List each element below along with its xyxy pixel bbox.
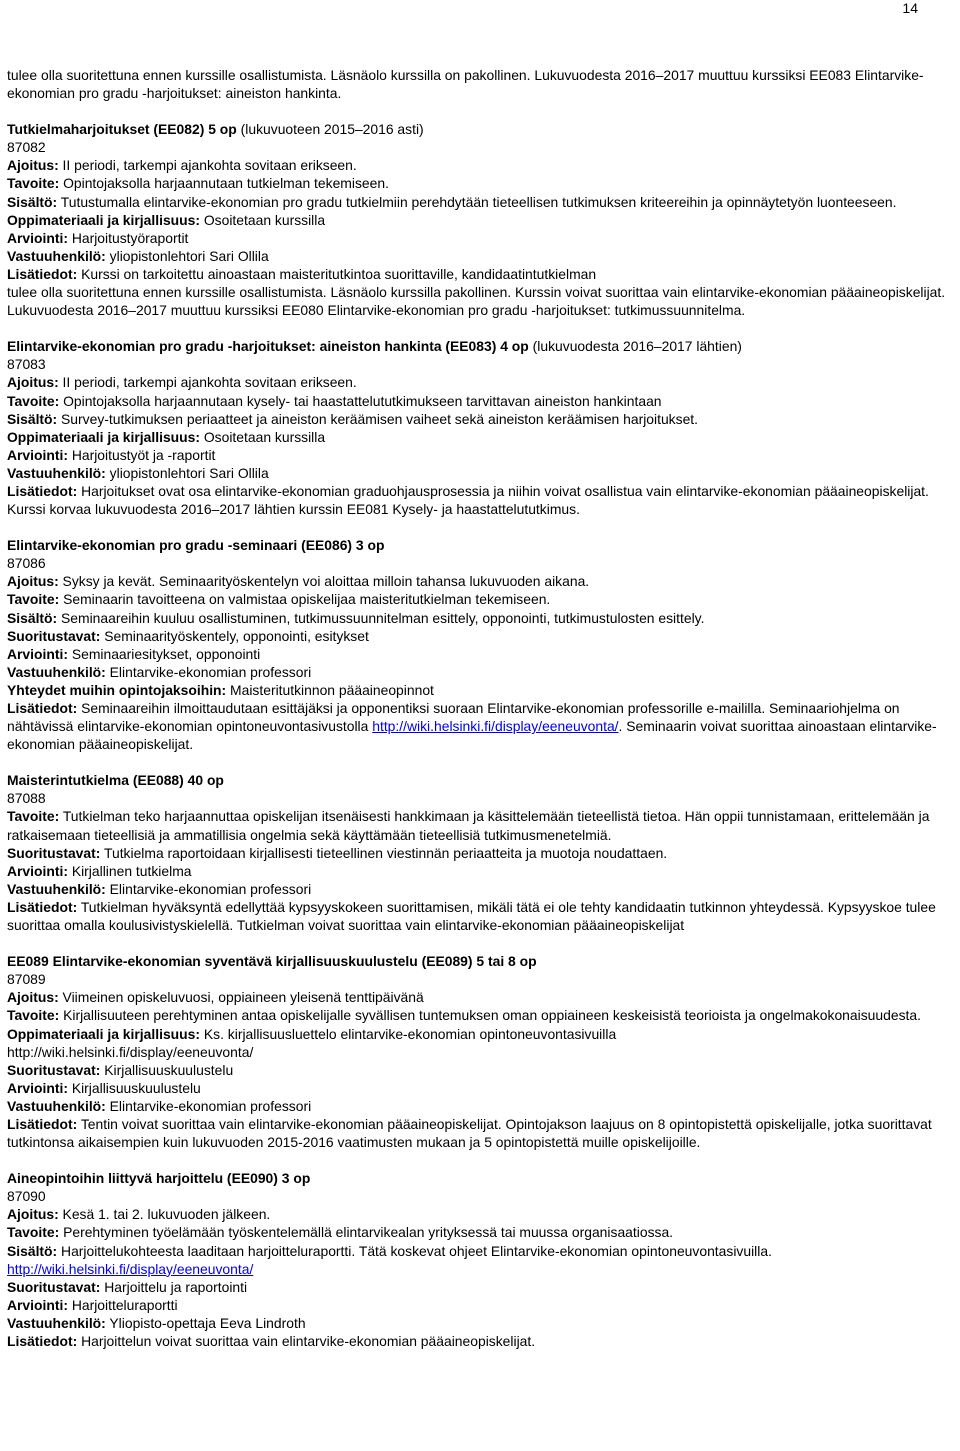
course-title [7,337,959,355]
oppimateriaali-label: Oppimateriaali ja kirjallisuus: [7,1025,200,1042]
arviointi-label: Arviointi: [7,446,68,463]
tavoite-value: Tutkielman teko harjaannuttaa opiskelijan itsenäisesti hankkimaan ja käsittelemään tieteellistä tietoa. Hän oppii tunnistamaan, erittelemään ja ratkaisemaan tieteellisiä ja ammatillisia ongelmia sekä käyttämään tieteellisiä tutkimusmenetelmiä. [7,808,930,843]
lisatiedot-row [7,1332,959,1350]
document-body [7,66,959,1350]
sisalto-value: Survey-tutkimuksen periaatteet ja aineiston keräämisen vaiheet sekä aineiston keräämisen harjoitukset. [57,410,699,427]
intro-text-1: tulee olla suoritettuna ennen kurssille osallistumista. Läsnäolo kurssilla on pakollinen. Lukuvuodesta 2016 [7,67,656,83]
sisalto-label: Sisältö: [7,609,58,626]
vastuuhenkilo-label: Vastuuhenkilö: [7,1314,106,1331]
arviointi-label: Arviointi: [7,1296,68,1313]
sisalto-label: Sisältö: [7,1242,58,1259]
vastuuhenkilo-label: Vastuuhenkilö: [7,1097,106,1114]
course-title [7,1169,959,1187]
arviointi-label: Arviointi: [7,1079,68,1096]
oppimateriaali-row [7,428,959,446]
sisalto-row [7,193,959,211]
course-title-bold: Maisterintutkielma (EE088) 40 op [7,772,224,789]
page-number: 14 [902,0,918,16]
vastuuhenkilo-row [7,1097,959,1115]
lisatiedot-label: Lisätiedot: [7,1333,78,1349]
course-title-suffix: (lukuvuodesta 2016–2017 lähtien) [528,338,742,355]
ajoitus-label: Ajoitus: [7,374,59,391]
course-ee088 [7,771,959,934]
suoritustavat-row [7,844,959,862]
course-code: 87088 [7,790,46,807]
course-ee086 [7,536,959,753]
arviointi-row [7,862,959,880]
tavoite-row [7,174,959,192]
ajoitus-value: II periodi, tarkempi ajankohta sovitaan erikseen. [58,374,357,391]
sisalto-value: Tutustumalla elintarvike-ekonomian pro gradu tutkielmiin perehdytään tieteellisen tutkimuksen kriteereihin ja opinnäytetyön luonteeseen. [57,193,897,210]
sisalto-value: Harjoittelukohteesta laaditaan harjoitteluraportti. Tätä koskevat ohjeet Elintarvike-ekonomian opintoneuvontasivuilla. [57,1242,772,1259]
ajoitus-row [7,988,959,1006]
tavoite-label: Tavoite: [7,392,60,409]
ajoitus-row [7,373,959,391]
ajoitus-value: Syksy ja kevät. Seminaarityöskentelyn voi aloittaa milloin tahansa lukuvuoden aikana. [58,573,590,590]
oppimateriaali-value: Osoitetaan kurssilla [200,211,326,228]
ajoitus-value: Kesä 1. tai 2. lukuvuoden jälkeen. [58,1206,271,1223]
oppimateriaali-value: Osoitetaan kurssilla [200,428,326,445]
sisalto-label: Sisältö: [7,410,58,427]
oppimateriaali-url: http://wiki.helsinki.fi/display/eeneuvonta/ [7,1043,254,1060]
yhteydet-row [7,681,959,699]
ajoitus-row [7,572,959,590]
arviointi-value: Harjoitteluraportti [67,1296,178,1313]
tavoite-row [7,807,959,843]
course-title-bold: Elintarvike-ekonomian pro gradu -seminaari (EE086) 3 op [7,537,385,554]
tavoite-value: Perehtyminen työelämään työskentelemällä elintarvikealan yrityksessä tai muussa organisaatiossa. [59,1224,674,1241]
lisatiedot-label: Lisätiedot: [7,700,78,716]
arviointi-label: Arviointi: [7,645,68,662]
sisalto-value: Seminaareihin kuuluu osallistuminen, tutkimussuunnitelman esittely, opponointi, tutkimustulosten esittely. [57,609,705,626]
ajoitus-label: Ajoitus: [7,989,59,1006]
suoritustavat-value: Harjoittelu ja raportointi [100,1278,248,1295]
eeneuvonta-link[interactable]: http://wiki.helsinki.fi/display/eeneuvonta/ [7,1260,254,1277]
lisatiedot-value: Harjoitukset ovat osa elintarvike-ekonomian graduohjausprosessia ja niihin voivat osallistua vain elintarvike-ekonomian pääaineopiskelijat. Kurssi korvaa lukuvuodesta 2016–2017 lähtien kurssin EE081 Kysely- ja haastattelututkimus. [7,482,929,518]
intro-dash: – [655,67,664,83]
suoritustavat-label: Suoritustavat: [7,627,101,644]
course-title [7,771,959,789]
course-code: 87082 [7,139,46,156]
suoritustavat-label: Suoritustavat: [7,1061,101,1078]
ajoitus-label: Ajoitus: [7,1206,59,1223]
course-title-bold: Tutkielmaharjoitukset (EE082) 5 op [7,121,237,138]
vastuuhenkilo-value: Yliopisto-opettaja Eeva Lindroth [105,1314,306,1331]
course-title-bold: Aineopintoihin liittyvä harjoittelu (EE090) 3 op [7,1170,311,1187]
sisalto-label: Sisältö: [7,193,58,210]
sisalto-row [7,410,959,428]
course-title [7,120,959,138]
lisatiedot-row [7,1115,959,1151]
oppimateriaali-label: Oppimateriaali ja kirjallisuus: [7,211,200,228]
lisatiedot-row [7,699,959,753]
lisatiedot-row [7,898,959,934]
suoritustavat-value: Seminaarityöskentely, opponointi, esitykset [100,627,369,644]
course-code: 87090 [7,1188,46,1205]
lisatiedot-label: Lisätiedot: [7,482,78,499]
yhteydet-label: Yhteydet muihin opintojaksoihin: [7,681,227,698]
suoritustavat-label: Suoritustavat: [7,1278,101,1295]
lisatiedot-value: Tentin voivat suorittaa vain elintarvike-ekonomian pääaineopiskelijat. Opintojakson laajuus on 8 opintopistettä opiskelijalle, jotka suorittavat tutkintonsa aikaisempien kuin lukuvuoden 2015-2016 vaatimusten mukaan ja 5 opintopistettä muille opiskelijoille. [7,1115,932,1151]
course-ee090 [7,1169,959,1350]
arviointi-value: Harjoitustyöraportit [67,229,189,246]
oppimateriaali-value: Ks. kirjallisuusluettelo elintarvike-ekonomian opintoneuvontasivuilla [200,1025,617,1042]
tavoite-row [7,590,959,608]
arviointi-label: Arviointi: [7,229,68,246]
tavoite-row [7,1006,959,1024]
lisatiedot-value-end: . Seminaarin voivat suorittaa ainoastaan elintarvike-ekonomian pääaineopiskelijat. [7,718,937,753]
tavoite-row [7,392,959,410]
course-ee089 [7,952,959,1151]
lisatiedot-value: Harjoittelun voivat suorittaa vain elintarvike-ekonomian pääaineopiskelijat. [77,1333,536,1349]
lisatiedot-value: Kurssi on tarkoitettu ainoastaan maisteritutkintoa suorittaville, kandidaatintutkielman [77,265,597,282]
tavoite-row [7,1223,959,1241]
lisatiedot-row [7,265,959,283]
course-code: 87083 [7,356,46,373]
suoritustavat-label: Suoritustavat: [7,844,101,861]
suoritustavat-row [7,1061,959,1079]
vastuuhenkilo-row [7,1314,959,1332]
vastuuhenkilo-value: Elintarvike-ekonomian professori [105,1097,312,1114]
course-code: 87086 [7,555,46,572]
oppimateriaali-row [7,211,959,229]
arviointi-label: Arviointi: [7,862,68,879]
tavoite-label: Tavoite: [7,591,60,608]
suoritustavat-value: Kirjallisuuskuulustelu [100,1061,234,1078]
lisatiedot-continued: tulee olla suoritettuna ennen kurssille osallistumista. Läsnäolo kurssilla pakollinen. Kurssin voivat suorittaa vain elintarvike-ekonomian pääaineopiskelijat. Lukuvuodesta 2016–2017 muuttuu kurssiksi EE080 Elintarvike-ekonomian pro gradu -harjoitukset: tutkimussuunnitelma. [7,284,946,319]
arviointi-value: Kirjallinen tutkielma [67,862,192,879]
lisatiedot-label: Lisätiedot: [7,265,78,282]
vastuuhenkilo-row [7,663,959,681]
lisatiedot-value: Seminaareihin ilmoittaudutaan esittäjäksi ja opponentiksi suoraan Elintarvike-ekonomian professorille e-maililla. Seminaariohjelma on nähtävissä elintarvike-ekonomian opintoneuvontasivustolla [7,700,900,735]
vastuuhenkilo-value: Elintarvike-ekonomian professori [105,663,312,680]
course-ee082 [7,120,959,319]
yhteydet-value: Maisteritutkinnon pääaineopinnot [226,681,434,698]
eeneuvonta-link[interactable]: http://wiki.helsinki.fi/display/eeneuvonta/ [372,718,619,735]
vastuuhenkilo-label: Vastuuhenkilö: [7,247,106,264]
ajoitus-label: Ajoitus: [7,573,59,590]
tavoite-label: Tavoite: [7,808,60,825]
course-title-bold: Elintarvike-ekonomian pro gradu -harjoitukset: aineiston hankinta (EE083) 4 op [7,338,529,355]
arviointi-row [7,229,959,247]
lisatiedot-value: Tutkielman hyväksyntä edellyttää kypsyyskokeen suorittamisen, mikäli tätä ei ole tehty kandidaatin tutkinnon yhteydessä. Kypsyyskoe tulee suorittaa omalla koulusivistyskielellä. Tutkielman voivat suorittaa vain elintarvike-ekonomian pääaineopiskelijat [7,898,936,934]
arviointi-value: Kirjallisuuskuulustelu [67,1079,201,1096]
tavoite-value: Opintojaksolla harjaannutaan kysely- tai haastattelututkimukseen tarvittavan aineiston hankintaan [59,392,662,409]
lisatiedot-label: Lisätiedot: [7,1115,78,1132]
course-code: 87089 [7,971,46,988]
vastuuhenkilo-row [7,247,959,265]
tavoite-label: Tavoite: [7,1224,60,1241]
tavoite-label: Tavoite: [7,175,60,192]
tavoite-value: Opintojaksolla harjaannutaan tutkielman tekemiseen. [59,175,389,192]
ajoitus-label: Ajoitus: [7,157,59,174]
sisalto-row [7,1242,959,1260]
sisalto-link-row [7,1260,959,1278]
tavoite-value: Seminaarin tavoitteena on valmistaa opiskelijaa maisteritutkielman tekemiseen. [59,591,551,608]
ajoitus-value: II periodi, tarkempi ajankohta sovitaan erikseen. [58,157,357,174]
course-title [7,952,959,970]
arviointi-row [7,1296,959,1314]
ajoitus-row [7,1205,959,1223]
vastuuhenkilo-row [7,464,959,482]
oppimateriaali-label: Oppimateriaali ja kirjallisuus: [7,428,200,445]
vastuuhenkilo-label: Vastuuhenkilö: [7,464,106,481]
vastuuhenkilo-row [7,880,959,898]
course-title-bold: EE089 Elintarvike-ekonomian syventävä kirjallisuuskuulustelu (EE089) 5 tai 8 op [7,953,537,970]
suoritustavat-row [7,627,959,645]
intro-paragraph [7,66,959,102]
arviointi-row [7,446,959,464]
ajoitus-row [7,156,959,174]
arviointi-row [7,1079,959,1097]
intro-text-2: 2017 muuttuu kurssiksi EE083 Elintarvike-ekonomian pro gradu -harjoitukset: aineiston hankinta. [7,67,924,102]
course-ee083 [7,337,959,518]
oppimateriaali-row [7,1025,959,1043]
arviointi-value: Harjoitustyöt ja -raportit [67,446,216,463]
arviointi-row [7,645,959,663]
sisalto-row [7,609,959,627]
suoritustavat-row [7,1278,959,1296]
ajoitus-value: Viimeinen opiskeluvuosi, oppiaineen yleisenä tenttipäivänä [58,989,424,1006]
lisatiedot-label: Lisätiedot: [7,898,78,915]
tavoite-label: Tavoite: [7,1007,60,1024]
vastuuhenkilo-label: Vastuuhenkilö: [7,663,106,680]
tavoite-value: Kirjallisuuteen perehtyminen antaa opiskelijalle syvällisen tuntemuksen oman oppiaineen keskeisistä teorioista ja ongelmakokonaisuudesta. [59,1007,921,1024]
suoritustavat-value: Tutkielma raportoidaan kirjallisesti tieteellinen viestinnän periaatteita ja muotoja noudattaen. [100,844,668,861]
vastuuhenkilo-label: Vastuuhenkilö: [7,880,106,897]
arviointi-value: Seminaariesitykset, opponointi [67,645,261,662]
vastuuhenkilo-value: yliopistonlehtori Sari Ollila [105,247,269,264]
lisatiedot-row [7,482,959,518]
course-title-suffix: (lukuvuoteen 2015–2016 asti) [236,121,424,138]
vastuuhenkilo-value: yliopistonlehtori Sari Ollila [105,464,269,481]
vastuuhenkilo-value: Elintarvike-ekonomian professori [105,880,312,897]
course-title [7,536,959,554]
